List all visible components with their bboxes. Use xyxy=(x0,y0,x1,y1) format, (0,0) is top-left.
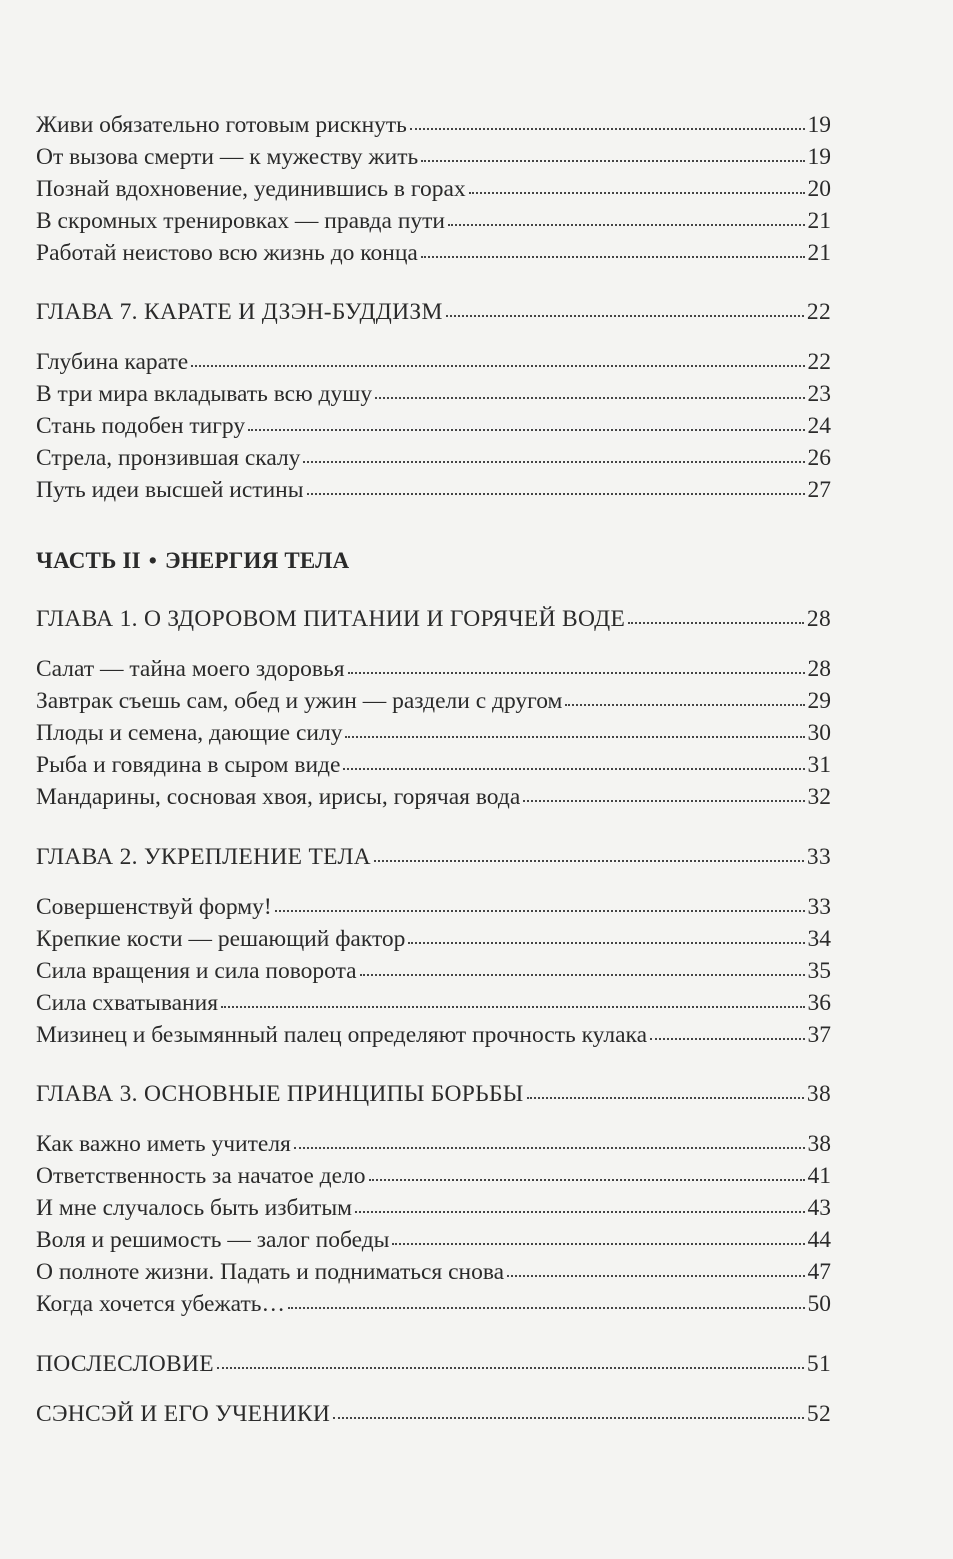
leader-dots xyxy=(221,1006,805,1008)
toc-entry xyxy=(36,781,831,813)
entry-page: 20 xyxy=(807,176,831,202)
entry-title: Стрела, пронзившая скалу xyxy=(36,445,301,471)
leader-dots xyxy=(650,1038,804,1040)
leader-dots xyxy=(343,768,804,770)
chapter-title: ГЛАВА 2. УКРЕПЛЕНИЕ ТЕЛА xyxy=(36,844,371,870)
entry-page: 19 xyxy=(807,112,831,138)
leader-dots xyxy=(345,736,804,738)
entry-page: 33 xyxy=(807,894,831,920)
toc-entry xyxy=(36,685,831,717)
leader-dots xyxy=(369,1179,805,1181)
entry-page: 32 xyxy=(807,784,831,810)
entry-page: 23 xyxy=(807,381,831,407)
chapter-title: ГЛАВА 3. ОСНОВНЫЕ ПРИНЦИПЫ БОРЬБЫ xyxy=(36,1081,524,1107)
entry-title: От вызова смерти — к мужеству жить xyxy=(36,144,419,170)
entry-title: Мандарины, сосновая хвоя, ирисы, горячая вода xyxy=(36,784,521,810)
entry-page: 36 xyxy=(807,990,831,1016)
toc-entry xyxy=(36,378,831,410)
leader-dots xyxy=(288,1307,805,1309)
leader-dots xyxy=(275,910,805,912)
entry-title: Живи обязательно готовым рискнуть xyxy=(36,112,407,138)
toc-entry xyxy=(36,109,831,141)
part-heading xyxy=(36,545,349,577)
entry-title: ПОСЛЕСЛОВИЕ xyxy=(36,1351,214,1377)
leader-dots xyxy=(217,1367,804,1369)
part-title: ЭНЕРГИЯ ТЕЛА xyxy=(165,548,350,573)
leader-dots xyxy=(446,315,804,317)
chapter-heading xyxy=(36,1078,831,1110)
entry-title: Путь идеи высшей истины xyxy=(36,477,304,503)
toc-entry xyxy=(36,141,831,173)
leader-dots xyxy=(448,224,805,226)
entry-title: Сила вращения и сила поворота xyxy=(36,958,357,984)
chapter-heading xyxy=(36,296,831,328)
entry-title: Рыба и говядина в сыром виде xyxy=(36,752,341,778)
leader-dots xyxy=(303,461,804,463)
sensei-entry xyxy=(36,1398,831,1430)
leader-dots xyxy=(410,128,805,130)
entry-title: Ответственность за начатое дело xyxy=(36,1163,366,1189)
toc-entry xyxy=(36,346,831,378)
entry-page: 35 xyxy=(807,958,831,984)
toc-entry xyxy=(36,1192,831,1224)
entry-title: Салат — тайна моего здоровья xyxy=(36,656,345,682)
toc-entry xyxy=(36,205,831,237)
entry-page: 52 xyxy=(806,1401,831,1427)
entry-page: 34 xyxy=(807,926,831,952)
leader-dots xyxy=(348,672,805,674)
chapter-title: ГЛАВА 7. КАРАТЕ И ДЗЭН-БУДДИЗМ xyxy=(36,299,443,325)
entry-page: 26 xyxy=(807,445,831,471)
entry-title: В скромных тренировках — правда пути xyxy=(36,208,445,234)
toc-entry xyxy=(36,1288,831,1320)
leader-dots xyxy=(408,942,804,944)
chapter-heading xyxy=(36,603,831,635)
chapter-page: 33 xyxy=(806,844,831,870)
toc-entry xyxy=(36,1224,831,1256)
toc-entry xyxy=(36,442,831,474)
toc-entry xyxy=(36,749,831,781)
entry-page: 43 xyxy=(807,1195,831,1221)
leader-dots xyxy=(307,493,805,495)
entry-page: 51 xyxy=(806,1351,831,1377)
entry-page: 21 xyxy=(807,240,831,266)
leader-dots xyxy=(628,622,804,624)
entry-page: 27 xyxy=(807,477,831,503)
bullet-separator: • xyxy=(148,548,158,573)
toc-entry xyxy=(36,1019,831,1051)
leader-dots xyxy=(421,160,804,162)
toc-entry xyxy=(36,653,831,685)
entry-title: Плоды и семена, дающие силу xyxy=(36,720,343,746)
entry-title: Как важно иметь учителя xyxy=(36,1131,291,1157)
entry-title: Завтрак съешь сам, обед и ужин — раздели с другом xyxy=(36,688,563,714)
toc-entry xyxy=(36,1160,831,1192)
entry-page: 47 xyxy=(807,1259,831,1285)
leader-dots xyxy=(565,704,804,706)
entry-title: СЭНСЭЙ И ЕГО УЧЕНИКИ xyxy=(36,1401,331,1427)
leader-dots xyxy=(469,192,805,194)
leader-dots xyxy=(333,1417,804,1419)
leader-dots xyxy=(248,429,804,431)
entry-page: 24 xyxy=(807,413,831,439)
entry-page: 30 xyxy=(807,720,831,746)
entry-title: Познай вдохновение, уединившись в горах xyxy=(36,176,466,202)
entry-title: Воля и решимость — залог победы xyxy=(36,1227,390,1253)
leader-dots xyxy=(374,860,804,862)
leader-dots xyxy=(191,365,804,367)
entry-title: И мне случалось быть избитым xyxy=(36,1195,352,1221)
entry-page: 50 xyxy=(807,1291,831,1317)
toc-entry xyxy=(36,173,831,205)
toc-entry xyxy=(36,891,831,923)
entry-title: Работай неистово всю жизнь до конца xyxy=(36,240,418,266)
entry-page: 19 xyxy=(807,144,831,170)
toc-entry xyxy=(36,474,831,506)
part-label: ЧАСТЬ II xyxy=(36,548,141,573)
leader-dots xyxy=(294,1147,805,1149)
entry-page: 41 xyxy=(807,1163,831,1189)
entry-page: 38 xyxy=(807,1131,831,1157)
entry-page: 31 xyxy=(807,752,831,778)
toc-entry xyxy=(36,1256,831,1288)
entry-title: В три мира вкладывать всю душу xyxy=(36,381,373,407)
entry-page: 37 xyxy=(807,1022,831,1048)
entry-page: 22 xyxy=(807,349,831,375)
leader-dots xyxy=(523,800,804,802)
chapter-page: 28 xyxy=(806,606,831,632)
chapter-page: 38 xyxy=(806,1081,831,1107)
entry-title: Совершенствуй форму! xyxy=(36,894,272,920)
leader-dots xyxy=(527,1097,804,1099)
toc-entry xyxy=(36,237,831,269)
toc-entry xyxy=(36,987,831,1019)
entry-page: 29 xyxy=(807,688,831,714)
leader-dots xyxy=(392,1243,804,1245)
toc-entry xyxy=(36,410,831,442)
leader-dots xyxy=(360,974,805,976)
toc-entry xyxy=(36,955,831,987)
toc-entry xyxy=(36,717,831,749)
entry-page: 21 xyxy=(807,208,831,234)
toc-entry xyxy=(36,923,831,955)
entry-title: О полноте жизни. Падать и подниматься снова xyxy=(36,1259,505,1285)
entry-page: 28 xyxy=(807,656,831,682)
entry-title: Стань подобен тигру xyxy=(36,413,246,439)
chapter-title: ГЛАВА 1. О ЗДОРОВОМ ПИТАНИИ И ГОРЯЧЕЙ ВОДЕ xyxy=(36,606,626,632)
chapter-page: 22 xyxy=(806,299,831,325)
leader-dots xyxy=(355,1211,805,1213)
entry-title: Сила схватывания xyxy=(36,990,218,1016)
afterword-entry xyxy=(36,1348,831,1380)
entry-title: Когда хочется убежать… xyxy=(36,1291,285,1317)
leader-dots xyxy=(507,1275,804,1277)
leader-dots xyxy=(421,256,805,258)
entry-title: Глубина карате xyxy=(36,349,189,375)
chapter-heading xyxy=(36,841,831,873)
entry-title: Мизинец и безымянный палец определяют прочность кулака xyxy=(36,1022,648,1048)
leader-dots xyxy=(375,397,804,399)
entry-title: Крепкие кости — решающий фактор xyxy=(36,926,406,952)
entry-page: 44 xyxy=(807,1227,831,1253)
toc-entry xyxy=(36,1128,831,1160)
